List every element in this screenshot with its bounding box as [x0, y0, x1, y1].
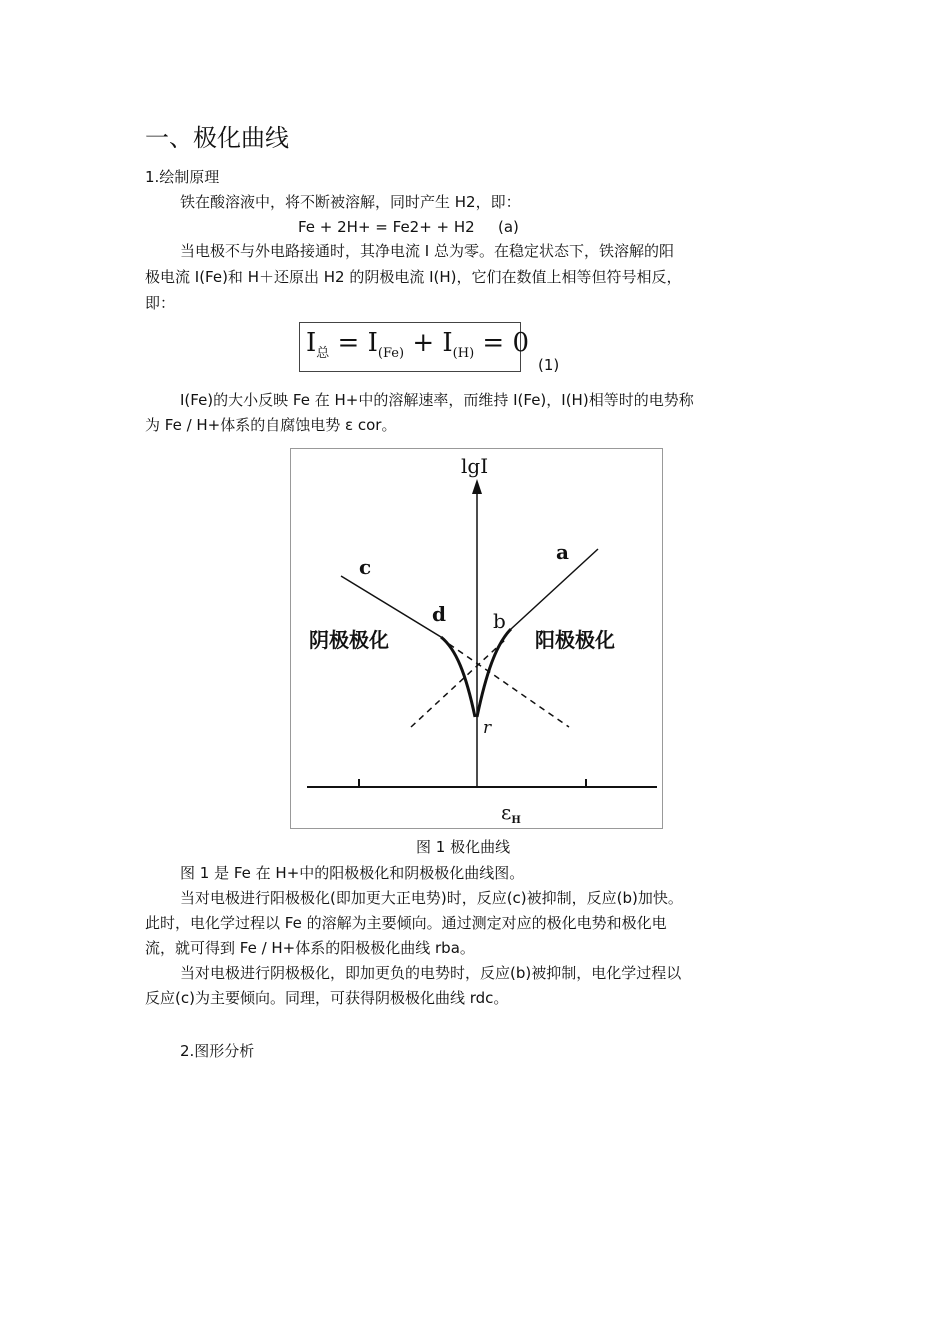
x-axis-label: $\varepsilon_H$ [501, 800, 521, 826]
label-d: d [432, 602, 446, 626]
paragraph-2-line-2: 极电流 I(Fe)和 H＋还原出 H2 的阴极电流 I(H)，它们在数值上相等但符号相反， [145, 268, 682, 286]
y-axis-label: lgI [461, 454, 489, 478]
paragraph-6-line-1: 当对电极进行阴极极化，即加更负的电势时，反应(b)被抑制，电化学过程以 [180, 964, 682, 982]
curve-a-line [511, 549, 598, 629]
label-anodic: 阳极极化 [535, 628, 615, 652]
equation-a-label: (a) [498, 218, 519, 236]
equation-1: $I_总 = I_{(Fe)} + I_{(H)} = 0$ [306, 328, 530, 362]
subsection-title-2: 2.图形分析 [180, 1042, 255, 1060]
paragraph-5-line-1: 当对电极进行阳极极化(即加更大正电势)时，反应(c)被抑制，反应(b)加快。 [180, 889, 683, 907]
curve-b-line [477, 629, 511, 717]
equation-1-label: (1) [538, 356, 560, 374]
equation-a: Fe + 2H+ = Fe2+ + H2 [298, 218, 475, 236]
subsection-title-1: 1.绘制原理 [145, 168, 220, 186]
label-c: c [359, 555, 372, 579]
section-title: 一、极化曲线 [145, 124, 289, 152]
y-axis-arrow [472, 479, 482, 494]
figure-caption: 图 1 极化曲线 [416, 838, 511, 856]
extrapolation-dashed-1 [411, 639, 506, 727]
paragraph-5-line-2: 此时，电化学过程以 Fe 的溶解为主要倾向。通过测定对应的极化电势和极化电 [145, 914, 667, 932]
paragraph-5-line-3: 流，就可得到 Fe / H+体系的阳极极化曲线 rba。 [145, 939, 475, 957]
paragraph-2-line-1: 当电极不与外电路接通时，其净电流 I 总为零。在稳定状态下，铁溶解的阳 [180, 242, 674, 260]
polarization-figure [290, 448, 663, 829]
label-cathodic: 阴极极化 [309, 628, 389, 652]
paragraph-3-line-2: 为 Fe / H+体系的自腐蚀电势 ε cor。 [145, 416, 397, 434]
label-a: a [556, 540, 569, 564]
paragraph-2-line-3: 即： [145, 294, 176, 312]
label-b: b [493, 609, 506, 633]
polarization-diagram [291, 449, 662, 828]
paragraph-3-line-1: I(Fe)的大小反映 Fe 在 H+中的溶解速率，而维持 I(Fe)，I(H)相等时的电势称 [180, 391, 694, 409]
paragraph-1: 铁在酸溶液中，将不断被溶解，同时产生 H2，即： [180, 193, 521, 211]
equation-1-box [299, 322, 530, 372]
label-r: r [483, 718, 492, 738]
curve-d-line [441, 637, 475, 717]
paragraph-6-line-2: 反应(c)为主要倾向。同理，可获得阴极极化曲线 rdc。 [145, 989, 509, 1007]
paragraph-4: 图 1 是 Fe 在 H+中的阳极极化和阴极极化曲线图。 [180, 864, 525, 882]
